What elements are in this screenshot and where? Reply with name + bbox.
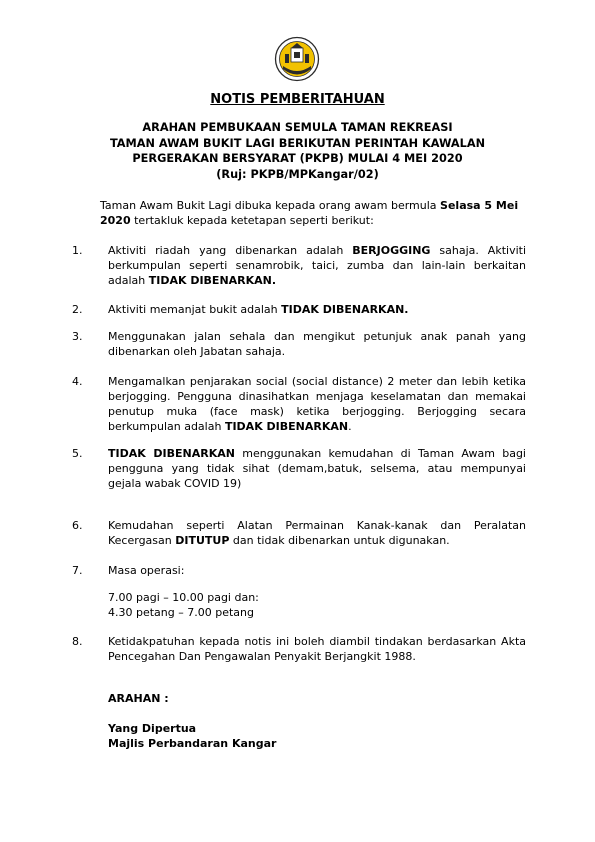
item-number: 8.	[72, 635, 83, 648]
signoff-organisation: Majlis Perbandaran Kangar	[108, 737, 277, 750]
council-seal-logo	[274, 36, 320, 82]
intro-text-end: tertakluk kepada ketetapan seperti berikut:	[130, 214, 374, 227]
item-text: Menggunakan jalan sehala dan mengikut petunjuk anak panah yang dibenarkan oleh Jabatan sahaja.	[108, 330, 526, 358]
notice-title: NOTIS PEMBERITAHUAN	[210, 92, 385, 107]
item-text-part: sahaja. Aktiviti berkumpulan seperti senamrobik, taici, zumba dan lain-lain berkaitan adalah	[108, 244, 527, 287]
item-text	[108, 374, 526, 434]
item-text-part: Mengamalkan penjarakan social (social distance) 2 meter dan lebih ketika berjogging. Pengguna dinasihatkan menjaga keselamatan dan memakai penutup muka (face mask) ketika berjogging. Berjogging secara berkumpulan adalah	[108, 375, 526, 433]
item-number: 7.	[72, 564, 83, 577]
item-emphasis: TIDAK DIBENARKAN	[224, 420, 349, 433]
item-emphasis: TIDAK DIBENARKAN	[108, 447, 235, 460]
item-number: 2.	[72, 303, 83, 316]
item-text-part: Kemudahan seperti Alatan Permainan Kanak-kanak dan Peralatan Kecergasan	[108, 519, 526, 547]
subtitle-line-2: TAMAN AWAM BUKIT LAGI BERIKUTAN PERINTAH KAWALAN	[109, 136, 486, 150]
item-emphasis: TIDAK DIBENARKAN.	[148, 274, 277, 287]
item-text-part: menggunakan kemudahan di Taman Awam bagi pengguna yang tidak sihat (demam,batuk, selsema, atau mempunyai gejala wabak COVID 19)	[108, 447, 526, 490]
signoff-arahan: ARAHAN :	[108, 692, 169, 705]
item-text	[108, 563, 526, 620]
item-number: 6.	[72, 519, 83, 532]
item-emphasis: TIDAK DIBENARKAN.	[281, 303, 409, 316]
item-text: Ketidakpatuhan kepada notis ini boleh diambil tindakan berdasarkan Akta Pencegahan Dan Pengawalan Penyakit Berjangkit 1988.	[108, 635, 526, 663]
item-number: 4.	[72, 375, 83, 388]
item-number: 5.	[72, 447, 83, 460]
item-text-part: Aktiviti memanjat bukit adalah	[108, 303, 282, 316]
item-text	[108, 518, 526, 548]
subtitle-line-3: PERGERAKAN BERSYARAT (PKPB) MULAI 4 MEI 2020	[132, 152, 463, 165]
item-number: 1.	[72, 244, 83, 257]
item-text	[108, 446, 526, 491]
item-text	[108, 302, 526, 317]
item-text	[108, 243, 526, 288]
intro-paragraph	[100, 198, 525, 228]
subtitle-reference: (Ruj: PKPB/MPKangar/02)	[216, 167, 379, 181]
item-emphasis: DITUTUP	[175, 534, 230, 547]
subtitle-line-1: ARAHAN PEMBUKAAN SEMULA TAMAN REKREASI	[142, 121, 453, 134]
item-text-part: .	[348, 420, 352, 433]
operating-hours-label: Masa operasi:	[108, 564, 185, 577]
item-emphasis: BERJOGGING	[352, 244, 431, 257]
item-number: 3.	[72, 330, 83, 343]
item-text-part: Aktiviti riadah yang dibenarkan adalah	[108, 244, 353, 257]
operating-hours-evening: 4.30 petang – 7.00 petang	[108, 606, 254, 619]
intro-date: Selasa 5 Mei 2020	[100, 199, 519, 227]
item-text-part: dan tidak dibenarkan untuk digunakan.	[229, 534, 450, 547]
signoff-position: Yang Dipertua	[108, 722, 197, 735]
notice-subtitle	[0, 120, 595, 182]
intro-text: Taman Awam Bukit Lagi dibuka kepada orang awam bermula	[100, 199, 441, 212]
operating-hours-morning: 7.00 pagi – 10.00 pagi dan:	[108, 591, 259, 604]
